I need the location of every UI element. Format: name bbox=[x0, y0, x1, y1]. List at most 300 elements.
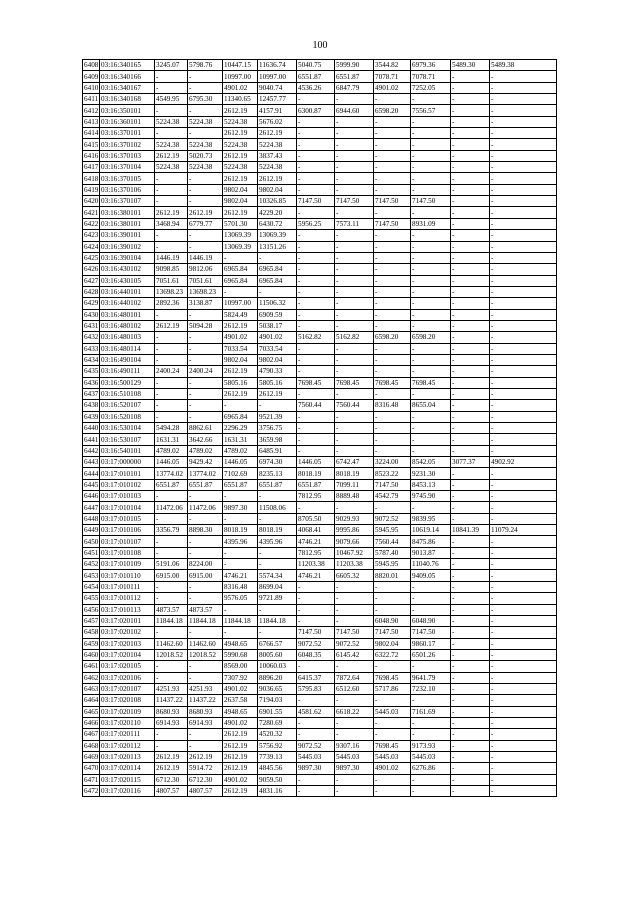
table-cell: - bbox=[188, 491, 223, 502]
table-cell: 5824.49 bbox=[223, 309, 258, 320]
table-cell: 6712.30 bbox=[155, 774, 188, 785]
table-row bbox=[83, 116, 557, 127]
table-cell: - bbox=[490, 536, 557, 547]
table-cell: 7560.44 bbox=[297, 400, 335, 411]
table-cell: - bbox=[451, 774, 490, 785]
table-cell: 9040.74 bbox=[258, 82, 297, 93]
table-cell: - bbox=[335, 423, 374, 434]
table-cell: 6435 bbox=[84, 367, 99, 376]
table-cell: 6463 bbox=[84, 685, 99, 694]
table-cell: 4807.57 bbox=[188, 786, 223, 797]
table-row bbox=[83, 615, 557, 626]
table-cell: 2612.19 bbox=[188, 751, 223, 762]
table-cell: 3077.37 bbox=[451, 457, 490, 468]
table-cell: - bbox=[490, 729, 557, 740]
table-cell: 3659.98 bbox=[258, 434, 297, 445]
table-cell: - bbox=[451, 343, 490, 354]
table-cell: 3224.00 bbox=[374, 457, 411, 468]
table-cell: 5574.34 bbox=[258, 570, 297, 581]
table-cell: 1446.05 bbox=[223, 457, 258, 468]
table-cell: - bbox=[411, 502, 451, 513]
table-cell: 5990.68 bbox=[223, 649, 258, 660]
table-cell: - bbox=[297, 241, 335, 252]
table-row bbox=[83, 706, 557, 717]
table-cell: - bbox=[451, 593, 490, 604]
table-cell: - bbox=[490, 615, 557, 626]
table-cell: 6965.84 bbox=[223, 275, 258, 286]
table-cell: - bbox=[451, 615, 490, 626]
table-cell: 03:16:370102 bbox=[100, 139, 155, 150]
table-cell: - bbox=[297, 275, 335, 286]
table-cell: - bbox=[335, 366, 374, 377]
table-cell: - bbox=[155, 82, 188, 93]
table-cell: - bbox=[297, 445, 335, 456]
table-cell: - bbox=[490, 184, 557, 195]
table-cell: 6470 bbox=[84, 764, 99, 773]
table-cell: - bbox=[374, 388, 411, 399]
table-row bbox=[83, 423, 557, 434]
table-cell: 6598.20 bbox=[411, 332, 451, 343]
table-row bbox=[83, 491, 557, 502]
table-row bbox=[83, 717, 557, 728]
table-row bbox=[83, 366, 557, 377]
table-cell: - bbox=[374, 116, 411, 127]
table-cell: 4902.92 bbox=[490, 457, 557, 468]
table-cell: - bbox=[297, 162, 335, 173]
table-cell: - bbox=[490, 434, 557, 445]
table-cell: 03:16:370105 bbox=[100, 173, 155, 184]
table-cell: 9860.17 bbox=[411, 638, 451, 649]
table-cell: 03:16:350101 bbox=[100, 105, 155, 116]
table-cell: - bbox=[188, 82, 223, 93]
table-cell: 6467 bbox=[84, 730, 99, 739]
table-cell: - bbox=[223, 513, 258, 524]
table-cell: - bbox=[374, 354, 411, 365]
table-cell: - bbox=[490, 173, 557, 184]
table-cell: 11079.24 bbox=[490, 525, 557, 536]
table-cell: 9897.30 bbox=[223, 502, 258, 513]
table-cell: 03:17:010113 bbox=[100, 604, 155, 615]
table-cell: - bbox=[411, 150, 451, 161]
table-cell: 03:17:020114 bbox=[100, 763, 155, 774]
table-cell: - bbox=[188, 230, 223, 241]
table-cell: - bbox=[451, 751, 490, 762]
table-cell: - bbox=[451, 740, 490, 751]
table-cell: 9802.04 bbox=[258, 354, 297, 365]
table-cell: 7078.71 bbox=[374, 71, 411, 82]
table-row bbox=[83, 536, 557, 547]
table-cell: 8018.19 bbox=[258, 525, 297, 536]
table-cell: - bbox=[297, 774, 335, 785]
table-cell: 6847.79 bbox=[335, 82, 374, 93]
table-cell: - bbox=[451, 706, 490, 717]
table-row bbox=[83, 513, 557, 524]
table-cell: 11844.18 bbox=[223, 615, 258, 626]
table-cell: - bbox=[223, 604, 258, 615]
table-cell: - bbox=[335, 184, 374, 195]
table-cell: 8569.00 bbox=[223, 661, 258, 672]
table-cell: 6618.22 bbox=[335, 706, 374, 717]
table-cell: 7033.54 bbox=[258, 343, 297, 354]
table-cell: 2612.19 bbox=[223, 388, 258, 399]
table-cell: - bbox=[411, 411, 451, 422]
table-cell: - bbox=[411, 252, 451, 263]
table-cell: 6048.90 bbox=[411, 615, 451, 626]
table-cell: 6415.37 bbox=[297, 672, 335, 683]
table-cell: 03:16:520108 bbox=[100, 411, 155, 422]
table-cell: - bbox=[188, 128, 223, 139]
table-cell: 2612.19 bbox=[223, 173, 258, 184]
table-cell: - bbox=[411, 184, 451, 195]
table-cell: - bbox=[490, 627, 557, 638]
table-cell: 1631.31 bbox=[223, 434, 258, 445]
table-cell: - bbox=[411, 604, 451, 615]
table-cell: 6457 bbox=[84, 617, 99, 626]
table-cell: 7812.95 bbox=[297, 491, 335, 502]
table-cell: 9013.87 bbox=[411, 547, 451, 558]
table-cell: 03:17:020116 bbox=[100, 786, 155, 797]
table-cell: 6411 bbox=[84, 95, 99, 104]
table-cell: - bbox=[335, 581, 374, 592]
table-cell: - bbox=[490, 502, 557, 513]
table-cell: - bbox=[490, 751, 557, 762]
table-cell: 03:17:010108 bbox=[100, 547, 155, 558]
table-cell: 7147.50 bbox=[374, 479, 411, 490]
table-cell: 6447 bbox=[84, 503, 99, 512]
table-cell: 9641.79 bbox=[411, 672, 451, 683]
table-cell: 03:17:010105 bbox=[100, 513, 155, 524]
table-cell: 10447.15 bbox=[223, 60, 258, 71]
table-cell: 4536.26 bbox=[297, 82, 335, 93]
table-cell: 9079.66 bbox=[335, 536, 374, 547]
table-cell: - bbox=[155, 491, 188, 502]
table-cell: 03:17:020112 bbox=[100, 740, 155, 751]
table-cell: 03:17:010107 bbox=[100, 536, 155, 547]
table-cell: 6410 bbox=[84, 83, 99, 92]
table-cell: 03:16:370101 bbox=[100, 128, 155, 139]
table-cell: 4746.21 bbox=[297, 536, 335, 547]
table-cell: 03:16:370104 bbox=[100, 162, 155, 173]
table-cell: 03:16:340168 bbox=[100, 94, 155, 105]
table-cell: 6469 bbox=[84, 753, 99, 762]
table-cell: 5805.16 bbox=[258, 377, 297, 388]
table-cell: - bbox=[490, 593, 557, 604]
table-cell: 5224.38 bbox=[258, 162, 297, 173]
table-cell: 4873.57 bbox=[188, 604, 223, 615]
table-cell: - bbox=[374, 786, 411, 797]
table-cell: - bbox=[155, 536, 188, 547]
table-cell: 3756.75 bbox=[258, 423, 297, 434]
table-cell: - bbox=[155, 729, 188, 740]
table-cell: - bbox=[490, 445, 557, 456]
table-cell: 7051.61 bbox=[155, 275, 188, 286]
table-cell: - bbox=[374, 286, 411, 297]
table-cell: 8235.13 bbox=[258, 468, 297, 479]
table-cell: - bbox=[188, 71, 223, 82]
table-cell: 8889.48 bbox=[335, 491, 374, 502]
table-cell: 8705.50 bbox=[297, 513, 335, 524]
table-row bbox=[83, 570, 557, 581]
table-cell: 6766.57 bbox=[258, 638, 297, 649]
table-cell: 9897.30 bbox=[335, 763, 374, 774]
table-cell: - bbox=[451, 513, 490, 524]
table-cell: 6048.35 bbox=[297, 649, 335, 660]
table-cell: 8018.19 bbox=[223, 525, 258, 536]
table-cell: 13774.02 bbox=[188, 468, 223, 479]
table-cell: - bbox=[297, 150, 335, 161]
table-cell: 9429.42 bbox=[188, 457, 223, 468]
table-cell: 6422 bbox=[84, 219, 99, 228]
table-cell: 13069.39 bbox=[223, 230, 258, 241]
table-cell: - bbox=[490, 468, 557, 479]
table-cell: - bbox=[451, 377, 490, 388]
table-cell: - bbox=[411, 275, 451, 286]
table-cell: 03:17:020113 bbox=[100, 751, 155, 762]
table-cell: 03:17:020111 bbox=[100, 729, 155, 740]
table-row bbox=[83, 479, 557, 490]
table-cell: - bbox=[374, 717, 411, 728]
table-cell: - bbox=[374, 593, 411, 604]
table-cell: 7147.50 bbox=[297, 627, 335, 638]
table-cell: - bbox=[451, 445, 490, 456]
table-cell: - bbox=[155, 740, 188, 751]
table-cell: - bbox=[490, 207, 557, 218]
table-cell: - bbox=[451, 536, 490, 547]
table-cell: 6965.84 bbox=[223, 264, 258, 275]
table-cell: - bbox=[297, 230, 335, 241]
table-cell: 8316.48 bbox=[223, 581, 258, 592]
table-cell: 9802.04 bbox=[258, 184, 297, 195]
table-row bbox=[83, 547, 557, 558]
table-cell: 4948.65 bbox=[223, 706, 258, 717]
table-cell: 4948.65 bbox=[223, 638, 258, 649]
table-cell: 03:16:510108 bbox=[100, 388, 155, 399]
table-row bbox=[83, 162, 557, 173]
table-cell: 1631.31 bbox=[155, 434, 188, 445]
table-cell: 11844.18 bbox=[258, 615, 297, 626]
table-row bbox=[83, 82, 557, 93]
table-cell: - bbox=[188, 354, 223, 365]
table-cell: 6914.93 bbox=[155, 717, 188, 728]
table-cell: 2612.19 bbox=[223, 105, 258, 116]
table-cell: 4229.20 bbox=[258, 207, 297, 218]
table-cell: 6322.72 bbox=[374, 649, 411, 660]
table-cell: - bbox=[258, 513, 297, 524]
table-cell: - bbox=[188, 309, 223, 320]
table-cell: - bbox=[297, 729, 335, 740]
table-row bbox=[83, 729, 557, 740]
table-cell: - bbox=[490, 559, 557, 570]
table-cell: - bbox=[411, 774, 451, 785]
table-row bbox=[83, 252, 557, 263]
table-cell: - bbox=[335, 252, 374, 263]
table-body bbox=[83, 60, 557, 797]
table-cell: - bbox=[411, 786, 451, 797]
table-cell: - bbox=[374, 184, 411, 195]
table-cell: - bbox=[188, 411, 223, 422]
table-cell: - bbox=[374, 150, 411, 161]
table-cell: 03:17:020103 bbox=[100, 638, 155, 649]
table-cell: 03:16:360101 bbox=[100, 116, 155, 127]
table-cell: 4746.21 bbox=[223, 570, 258, 581]
table-cell: 7252.05 bbox=[411, 82, 451, 93]
table-cell: 7556.57 bbox=[411, 105, 451, 116]
table-cell: - bbox=[490, 763, 557, 774]
table-cell: 03:16:380101 bbox=[100, 207, 155, 218]
table-cell: 7099.11 bbox=[335, 479, 374, 490]
table-row bbox=[83, 695, 557, 706]
table-cell: 6448 bbox=[84, 514, 99, 523]
table-cell: 9721.89 bbox=[258, 593, 297, 604]
table-cell: - bbox=[335, 116, 374, 127]
table-cell: - bbox=[335, 615, 374, 626]
table-cell: 6915.00 bbox=[155, 570, 188, 581]
table-cell: - bbox=[297, 116, 335, 127]
table-row bbox=[83, 559, 557, 570]
table-cell: 4831.16 bbox=[258, 786, 297, 797]
table-cell: - bbox=[490, 332, 557, 343]
table-cell: 6485.91 bbox=[258, 445, 297, 456]
table-cell: 6434 bbox=[84, 356, 99, 365]
table-cell: - bbox=[411, 320, 451, 331]
table-cell: 5945.95 bbox=[374, 525, 411, 536]
table-cell: - bbox=[451, 275, 490, 286]
table-cell: 5224.38 bbox=[155, 116, 188, 127]
table-cell: - bbox=[490, 264, 557, 275]
table-cell: 5038.17 bbox=[258, 320, 297, 331]
table-cell: - bbox=[374, 366, 411, 377]
table-cell: 5224.38 bbox=[188, 139, 223, 150]
table-cell: 5445.03 bbox=[374, 751, 411, 762]
table-cell: 11636.74 bbox=[258, 60, 297, 71]
table-cell: - bbox=[374, 695, 411, 706]
table-cell: - bbox=[335, 343, 374, 354]
table-cell: - bbox=[451, 638, 490, 649]
table-cell: 2612.19 bbox=[223, 150, 258, 161]
table-cell: 6437 bbox=[84, 390, 99, 399]
table-cell: - bbox=[490, 354, 557, 365]
table-cell: 8820.01 bbox=[374, 570, 411, 581]
table-cell: - bbox=[451, 763, 490, 774]
table-cell: - bbox=[411, 94, 451, 105]
table-cell: - bbox=[490, 400, 557, 411]
table-cell: 4581.62 bbox=[297, 706, 335, 717]
table-cell: - bbox=[335, 264, 374, 275]
table-cell: 6465 bbox=[84, 707, 99, 716]
table-cell: - bbox=[451, 286, 490, 297]
table-cell: 5162.82 bbox=[335, 332, 374, 343]
table-cell: - bbox=[223, 252, 258, 263]
table-cell: 1446.19 bbox=[155, 252, 188, 263]
table-cell: - bbox=[155, 547, 188, 558]
table-cell: - bbox=[188, 196, 223, 207]
table-cell: - bbox=[374, 241, 411, 252]
table-cell: 6551.87 bbox=[188, 479, 223, 490]
table-cell: 6300.87 bbox=[297, 105, 335, 116]
table-cell: - bbox=[451, 434, 490, 445]
table-cell: 6048.90 bbox=[374, 615, 411, 626]
table-cell: - bbox=[374, 264, 411, 275]
table-cell: - bbox=[451, 479, 490, 490]
table-cell: - bbox=[297, 786, 335, 797]
table-cell: - bbox=[451, 173, 490, 184]
table-cell: - bbox=[223, 547, 258, 558]
table-cell: - bbox=[451, 207, 490, 218]
table-cell: 03:17:020107 bbox=[100, 683, 155, 694]
table-cell: 8680.93 bbox=[188, 706, 223, 717]
table-cell: - bbox=[297, 343, 335, 354]
table-cell: - bbox=[155, 377, 188, 388]
table-cell: 03:16:430105 bbox=[100, 275, 155, 286]
table-cell: - bbox=[490, 786, 557, 797]
table-cell: 6468 bbox=[84, 741, 99, 750]
table-row bbox=[83, 71, 557, 82]
table-row bbox=[83, 751, 557, 762]
table-cell: - bbox=[451, 150, 490, 161]
table-cell: 03:16:380101 bbox=[100, 218, 155, 229]
table-row bbox=[83, 525, 557, 536]
table-cell: 3642.66 bbox=[188, 434, 223, 445]
table-cell: 2612.19 bbox=[223, 320, 258, 331]
table-cell: 03:16:370106 bbox=[100, 184, 155, 195]
table-cell: 03:16:480103 bbox=[100, 332, 155, 343]
table-cell: 9059.50 bbox=[258, 774, 297, 785]
table-cell: 7147.50 bbox=[374, 627, 411, 638]
table-cell: 3356.79 bbox=[155, 525, 188, 536]
table-cell: 03:16:390102 bbox=[100, 241, 155, 252]
table-cell: 8523.22 bbox=[374, 468, 411, 479]
table-cell: 6444 bbox=[84, 469, 99, 478]
table-cell: 8018.19 bbox=[297, 468, 335, 479]
table-cell: 9098.85 bbox=[155, 264, 188, 275]
table-row bbox=[83, 445, 557, 456]
table-cell: - bbox=[490, 638, 557, 649]
table-cell: - bbox=[155, 661, 188, 672]
table-cell: - bbox=[297, 139, 335, 150]
table-cell: 7698.45 bbox=[411, 377, 451, 388]
table-cell: - bbox=[374, 252, 411, 263]
table-cell: 2637.58 bbox=[223, 695, 258, 706]
table-cell: - bbox=[374, 661, 411, 672]
table-cell: - bbox=[374, 230, 411, 241]
table-cell: 5756.92 bbox=[258, 740, 297, 751]
table-cell: 6551.87 bbox=[297, 71, 335, 82]
table-cell: - bbox=[155, 184, 188, 195]
table-cell: - bbox=[335, 445, 374, 456]
table-cell: 03:16:490111 bbox=[100, 366, 155, 377]
table-cell: - bbox=[490, 491, 557, 502]
table-cell: - bbox=[490, 286, 557, 297]
table-cell: - bbox=[335, 298, 374, 309]
table-cell: 03:17:020104 bbox=[100, 649, 155, 660]
table-cell: - bbox=[490, 513, 557, 524]
table-cell: - bbox=[374, 343, 411, 354]
table-cell: - bbox=[374, 94, 411, 105]
table-cell: 6466 bbox=[84, 719, 99, 728]
table-cell: 8316.48 bbox=[374, 400, 411, 411]
table-cell: - bbox=[490, 774, 557, 785]
table-cell: - bbox=[411, 128, 451, 139]
table-cell: - bbox=[297, 695, 335, 706]
table-cell: - bbox=[335, 128, 374, 139]
table-cell: 9745.90 bbox=[411, 491, 451, 502]
table-cell: 5020.73 bbox=[188, 150, 223, 161]
table-cell: 4068.41 bbox=[297, 525, 335, 536]
table-cell: 6423 bbox=[84, 231, 99, 240]
table-cell: - bbox=[297, 128, 335, 139]
table-cell: - bbox=[490, 196, 557, 207]
table-cell: 5162.82 bbox=[297, 332, 335, 343]
